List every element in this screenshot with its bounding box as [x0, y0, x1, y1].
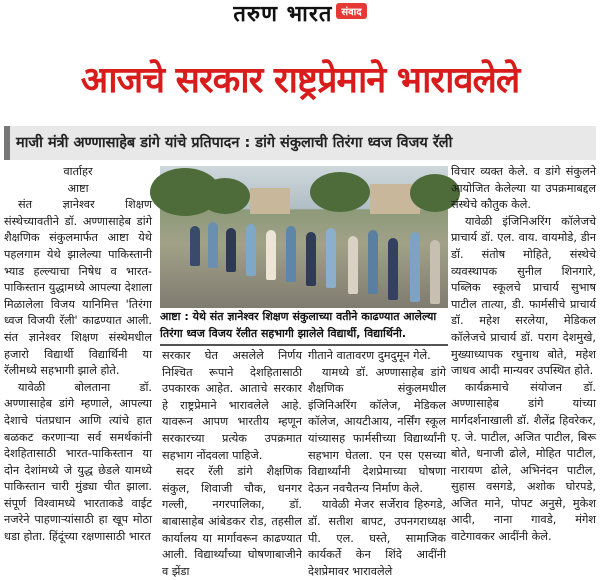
- headline: आजचे सरकार राष्ट्रप्रेमाने भारावलेले: [80, 60, 520, 101]
- paragraph: सदर रॅली डांगे शैक्षणिक संकुल, शिवाजी चौक, धनगर गल्ली, नगरपालिका, डॉ. बाबासाहेब आंबेडकर रोड, तहसील कार्यालय या मार्गावरून काढण्यात आली. विद्यार्थ्यांच्या घोषणाबाजीने व झेंडा: [162, 465, 302, 578]
- photo-caption: आष्टा : येथे संत ज्ञानेश्वर शिक्षण संकुलाच्या वतीने काढण्यात आलेल्या तिरंगा ध्वज विजय रॅलीत सहभागी झालेले विद्यार्थी, विद्यार्थिनी.: [160, 308, 448, 346]
- article-column-1: [4, 164, 152, 544]
- paragraph: यावेळी मेजर सर्जेराव हिरुगडे, डॉ. सतीश बापट, उपनगराध्यक्ष पी. एल. घस्ते, सामाजिक कार्यकर्ते केन शिंदे आदींनी देशप्रेमावर भारावलेले: [308, 498, 446, 578]
- paragraph: सरकार घेत असलेले निर्णय निश्चित रूपाने देशहितासाठी उपकारक आहेत. आताचे सरकार हे राष्ट्रप्रेमाने भारावलेले आहे. यावरून आपण भारतीय म्हणून सरकारच्या प्रत्येक उपक्रमात सहभाग नोंदवला पाहिजे.: [162, 349, 302, 462]
- subheadline: माजी मंत्री अण्णासाहेब डांगे यांचे प्रतिपादन : डांगे संकुलाची तिरंगा ध्वज विजय रॅली: [4, 126, 596, 160]
- paragraph: विचार व्यक्त केले. व डांगे संकुलने आयोजित केलेल्या या उपक्रमाबद्दल संस्थेचे कौतुक केले.: [451, 165, 596, 212]
- paragraph: कार्यक्रमाचे संयोजन डॉ. अण्णासाहेब डांगे यांच्या मार्गदर्शनाखाली डॉ. शैलेंद्र हिवरेकर, ए. जे. पाटील, अजित पाटील, बिरू बोते, धनाजी ढोले, मोहित पाटील, नारायण ढोले, अभिनंदन पाटील, सुहास वसगडे, अशोक घोरपडे, अजित माने, पोपट अनुसे, मुकेश आदी, नाना गावडे, मंगेश वाटेगावकर आदींनी केले.: [451, 380, 596, 544]
- paragraph: यावेळी इंजिनिअरिंग कॉलेजचे प्राचार्य डॉ. एल. वाय. वायमोडे, डीन डॉ. संतोष मोहिते, संस्थेचे व्यवस्थापक सुनील शिनगारे, पब्लिक स्कूलचे प्राचार्य सुभाष पाटील तात्या, डी. फार्मसीचे प्राचार्य डॉ. महेश सरलेया, मेडिकल कॉलेजचे प्राचार्य डॉ. पराग देशमुखे, मुख्याध्यापक रघुनाथ बोते, महेश जाधव आदी मान्यवर उपस्थित होते.: [451, 214, 596, 378]
- rally-photo: [160, 166, 448, 308]
- paragraph: यामध्ये डॉ. अण्णासाहेब डांगे शैक्षणिक संकुलमधील इंजिनिअरिंग कॉलेज, मेडिकल कॉलेज, आयटीआय, नर्सिंग स्कूल यांच्यासह फार्मसीच्या विद्यार्थ्यांनी सहभाग घेतला. एन एस एसच्या विद्यार्थ्यांनी देशप्रेमाच्या घोषणा देऊन नवचैतन्य निर्माण केले.: [308, 365, 446, 495]
- byline-author: वार्ताहर: [63, 165, 93, 178]
- paragraph: संत ज्ञानेश्वर शिक्षण संस्थेच्यावतीने डॉ. अण्णासाहेब डांगे शैक्षणिक संकुलमार्फत आष्टा येथे पहलगाम येथे झालेल्या पाकिस्तानी भ्याड हल्ल्याचा निषेध व भारत-पाकिस्तान युद्धामध्ये आपल्या देशाला मिळालेला विजय यानिमित्त 'तिरंगा ध्वज विजयी रॅली' काढण्यात आली. संत ज्ञानेश्वर शिक्षण संस्थेमधील हजारो विद्यार्थी विद्यार्थिनी या रॅलीमध्ये सहभागी झाले होते.: [4, 198, 152, 378]
- article-column-3: [308, 348, 446, 578]
- paragraph: यावेळी बोलताना डॉ. अण्णासाहेब डांगे म्हणाले, आपल्या देशाचे पंतप्रधान आणि त्यांचे हात बळकट करणाऱ्या सर्व समर्थकांनी देशहितासाठी भारत-पाकिस्तान या दोन देशांमध्ये जे युद्ध छेडले यामध्ये पाकिस्तान चारी मुंड्या चीत झाला. संपूर्ण विश्वामध्ये भारताकडे वाईट नजरेने पाहणाऱ्यांसाठी हा खूप मोठा धडा होता. हिंदूंच्या रक्षणासाठी भारत: [4, 380, 152, 544]
- byline-place: आष्टा: [67, 181, 89, 195]
- paragraph: गीताने वातावरण दुमदुमून गेले.: [308, 349, 431, 362]
- article-column-4: [451, 164, 596, 544]
- article-column-2: [162, 348, 302, 578]
- newspaper-name: तरुण भारत: [233, 1, 333, 27]
- masthead-badge: संवाद: [336, 3, 366, 19]
- masthead: [0, 0, 600, 28]
